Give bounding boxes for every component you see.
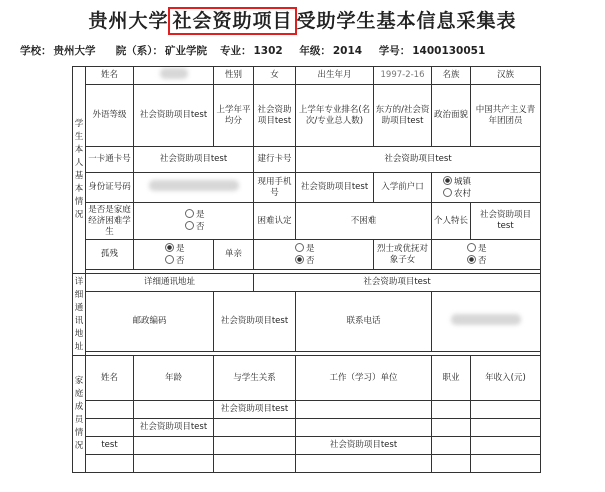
hukou-opt2-label: 农村 bbox=[454, 188, 472, 199]
phone-value[interactable]: 社会资助项目test bbox=[296, 173, 374, 203]
family-row bbox=[73, 401, 541, 419]
ethnic-value[interactable]: 汉族 bbox=[471, 67, 541, 85]
single-option-no[interactable] bbox=[255, 255, 372, 267]
bank-label: 建行卡号 bbox=[254, 147, 296, 173]
form-row bbox=[73, 274, 541, 292]
info-form-table bbox=[72, 66, 541, 473]
major-label: 专业： bbox=[220, 45, 252, 57]
politics-label: 政治面貌 bbox=[432, 85, 471, 147]
radio-unchecked-icon[interactable] bbox=[165, 255, 174, 264]
postcode-label: 邮政编码 bbox=[86, 292, 214, 352]
family-cell[interactable] bbox=[134, 455, 214, 473]
martyr-label: 烈士或优抚对象子女 bbox=[374, 240, 432, 270]
title-suffix: 受助学生基本信息采集表 bbox=[296, 10, 517, 32]
tel-label: 联系电话 bbox=[296, 292, 432, 352]
ethnic-label: 名族 bbox=[432, 67, 471, 85]
radio-unchecked-icon[interactable] bbox=[443, 188, 452, 197]
lang-label: 外语等级 bbox=[86, 85, 134, 147]
hukou-option-rural[interactable] bbox=[433, 188, 539, 200]
radio-unchecked-icon[interactable] bbox=[295, 243, 304, 252]
radio-checked-icon[interactable] bbox=[165, 243, 174, 252]
family-cell[interactable]: 社会资助项目test bbox=[214, 401, 296, 419]
family-cell[interactable] bbox=[432, 401, 471, 419]
avgscore-label: 上学年平均分 bbox=[214, 85, 254, 147]
blurred-idcard bbox=[149, 180, 239, 191]
name-label: 姓名 bbox=[86, 67, 134, 85]
hukou-label: 入学前户口 bbox=[374, 173, 432, 203]
no-label: 否 bbox=[478, 255, 487, 266]
section-label-contact: 详细通讯地址 bbox=[73, 274, 86, 356]
radio-checked-icon[interactable] bbox=[295, 255, 304, 264]
family-header: 职业 bbox=[432, 356, 471, 401]
form-row bbox=[73, 240, 541, 270]
poor-option-no[interactable] bbox=[135, 221, 252, 233]
family-cell[interactable]: 社会资助项目test bbox=[134, 419, 214, 437]
family-cell[interactable] bbox=[471, 419, 541, 437]
family-header: 年收入(元) bbox=[471, 356, 541, 401]
radio-checked-icon[interactable] bbox=[467, 255, 476, 264]
form-title bbox=[0, 6, 605, 35]
sid-label: 学号： bbox=[378, 45, 411, 57]
family-cell[interactable] bbox=[296, 401, 432, 419]
family-cell[interactable] bbox=[134, 401, 214, 419]
family-cell[interactable] bbox=[471, 437, 541, 455]
hukou-option-urban[interactable] bbox=[433, 176, 539, 188]
martyr-options bbox=[432, 240, 541, 270]
grade-value: 2014 bbox=[332, 45, 363, 57]
talent-label: 个人特长 bbox=[432, 203, 471, 240]
birth-label: 出生年月 bbox=[296, 67, 374, 85]
family-cell[interactable] bbox=[86, 419, 134, 437]
yes-label: 是 bbox=[176, 243, 185, 254]
family-cell[interactable] bbox=[296, 419, 432, 437]
family-cell[interactable] bbox=[471, 401, 541, 419]
grade-label: 年级： bbox=[299, 45, 331, 57]
radio-unchecked-icon[interactable] bbox=[467, 243, 476, 252]
form-row bbox=[73, 85, 541, 147]
family-cell[interactable] bbox=[471, 455, 541, 473]
family-header: 工作（学习）单位 bbox=[296, 356, 432, 401]
school-value: 贵州大学 bbox=[53, 45, 96, 57]
family-cell[interactable] bbox=[214, 455, 296, 473]
address-value[interactable]: 社会资助项目test bbox=[254, 274, 541, 292]
form-row bbox=[73, 147, 541, 173]
title-prefix: 贵州大学 bbox=[88, 10, 169, 32]
rank-value[interactable]: 东方的/社会资助项目test bbox=[374, 85, 432, 147]
family-cell[interactable] bbox=[432, 419, 471, 437]
gender-value[interactable]: 女 bbox=[254, 67, 296, 85]
yes-label: 是 bbox=[478, 243, 487, 254]
family-header-row bbox=[73, 356, 541, 401]
martyr-option-yes[interactable] bbox=[433, 243, 539, 255]
birth-value[interactable]: 1997-2-16 bbox=[374, 67, 432, 85]
dept-label: 院（系）： bbox=[115, 45, 164, 57]
radio-unchecked-icon[interactable] bbox=[185, 209, 194, 218]
family-cell[interactable]: test bbox=[86, 437, 134, 455]
card-label: 一卡通卡号 bbox=[86, 147, 134, 173]
single-label: 单亲 bbox=[214, 240, 254, 270]
poor-options bbox=[134, 203, 254, 240]
martyr-option-no[interactable] bbox=[433, 255, 539, 267]
single-option-yes[interactable] bbox=[255, 243, 372, 255]
major-value: 1302 bbox=[253, 45, 283, 57]
family-cell[interactable] bbox=[86, 401, 134, 419]
title-highlight: 社会资助项目 bbox=[168, 7, 296, 35]
poor-label: 是否是家庭经济困难学生 bbox=[86, 203, 134, 240]
lang-value[interactable]: 社会资助项目test bbox=[134, 85, 214, 147]
form-row bbox=[73, 173, 541, 203]
yes-label: 是 bbox=[306, 243, 315, 254]
radio-checked-icon[interactable] bbox=[443, 176, 452, 185]
family-cell[interactable]: 社会资助项目test bbox=[296, 437, 432, 455]
orphan-option-no[interactable] bbox=[135, 255, 212, 267]
radio-unchecked-icon[interactable] bbox=[185, 221, 194, 230]
postcode-value[interactable]: 社会资助项目test bbox=[214, 292, 296, 352]
section-label-family: 家庭成员情况 bbox=[73, 356, 86, 473]
tel-value[interactable] bbox=[432, 292, 541, 352]
family-cell[interactable] bbox=[134, 437, 214, 455]
no-label: 否 bbox=[176, 255, 185, 266]
hardship-value[interactable]: 不困难 bbox=[296, 203, 432, 240]
hukou-options bbox=[432, 173, 541, 203]
family-cell[interactable] bbox=[214, 419, 296, 437]
avgscore-value[interactable]: 社会资助项目test bbox=[254, 85, 296, 147]
dept-value: 矿业学院 bbox=[165, 45, 208, 57]
family-header: 年龄 bbox=[134, 356, 214, 401]
family-header: 与学生关系 bbox=[214, 356, 296, 401]
form-row bbox=[73, 67, 541, 85]
single-options bbox=[254, 240, 374, 270]
orphan-label: 孤残 bbox=[86, 240, 134, 270]
address-label: 详细通讯地址 bbox=[86, 274, 254, 292]
bank-value[interactable]: 社会资助项目test bbox=[296, 147, 541, 173]
no-label: 否 bbox=[306, 255, 315, 266]
family-row bbox=[73, 419, 541, 437]
student-info-line bbox=[20, 43, 605, 58]
blurred-phone bbox=[451, 314, 521, 325]
orphan-option-yes[interactable] bbox=[135, 243, 212, 255]
family-cell[interactable] bbox=[86, 455, 134, 473]
family-row bbox=[73, 437, 541, 455]
gender-label: 性别 bbox=[214, 67, 254, 85]
family-header: 姓名 bbox=[86, 356, 134, 401]
idcard-label: 身份证号码 bbox=[86, 173, 134, 203]
family-cell[interactable] bbox=[296, 455, 432, 473]
form-row bbox=[73, 203, 541, 240]
family-cell[interactable] bbox=[432, 455, 471, 473]
family-cell[interactable] bbox=[432, 437, 471, 455]
school-label: 学校： bbox=[20, 45, 52, 57]
blurred-name bbox=[160, 68, 188, 79]
politics-value[interactable]: 中国共产主义青年团团员 bbox=[471, 85, 541, 147]
sid-value: 1400130051 bbox=[412, 45, 486, 57]
rank-label: 上学年专业排名(名次/专业总人数) bbox=[296, 85, 374, 147]
yes-label: 是 bbox=[196, 210, 205, 220]
name-value[interactable] bbox=[134, 67, 214, 85]
poor-option-yes[interactable] bbox=[135, 209, 252, 221]
orphan-options bbox=[134, 240, 214, 270]
family-cell[interactable] bbox=[214, 437, 296, 455]
form-row bbox=[73, 292, 541, 352]
family-row bbox=[73, 455, 541, 473]
hardship-label: 困难认定 bbox=[254, 203, 296, 240]
card-value[interactable]: 社会资助项目test bbox=[134, 147, 254, 173]
talent-value[interactable]: 社会资助项目test bbox=[471, 203, 541, 240]
section-label-personal: 学生本人基本情况 bbox=[73, 67, 86, 274]
idcard-value[interactable] bbox=[134, 173, 254, 203]
phone-label: 现用手机号 bbox=[254, 173, 296, 203]
no-label: 否 bbox=[196, 222, 205, 232]
hukou-opt1-label: 城镇 bbox=[454, 176, 472, 187]
